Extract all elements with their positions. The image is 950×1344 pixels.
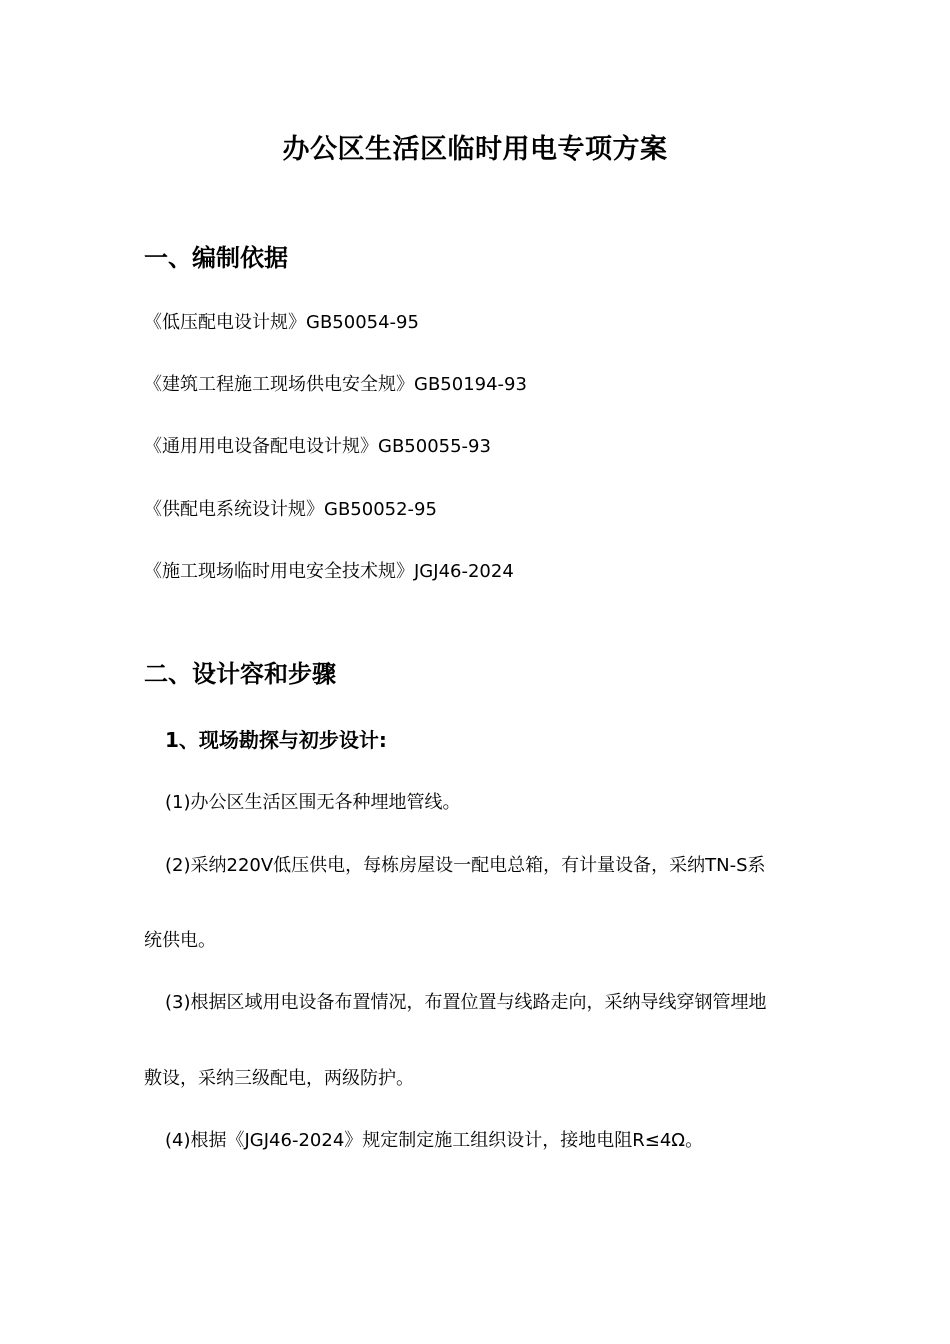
paragraph-line: (3)根据区域用电设备布置情况，布置位置与线路走向，采纳导线穿钢管埋地: [165, 992, 767, 1013]
document-title: 办公区生活区临时用电专项方案: [282, 134, 668, 165]
paragraph-line: 敷设，采纳三级配电，两级防护。: [144, 1068, 414, 1089]
reference-item: 《低压配电设计规》GB50054-95: [144, 312, 419, 333]
paragraph-line: (4)根据《JGJ46-2024》规定制定施工组织设计，接地电阻R≤4Ω。: [165, 1130, 704, 1151]
subsection-heading: 1、现场勘探与初步设计:: [165, 728, 387, 752]
section-heading-design: 二、设计容和步骤: [144, 660, 336, 688]
reference-item: 《供配电系统设计规》GB50052-95: [144, 499, 437, 520]
paragraph-line: 统供电。: [144, 930, 216, 951]
reference-item: 《建筑工程施工现场供电安全规》GB50194-93: [144, 374, 527, 395]
paragraph-line: (2)采纳220V低压供电，每栋房屋设一配电总箱，有计量设备，采纳TN-S系: [165, 855, 766, 876]
reference-item: 《施工现场临时用电安全技术规》JGJ46-2024: [144, 561, 514, 582]
section-heading-basis: 一、编制依据: [144, 244, 288, 272]
reference-item: 《通用用电设备配电设计规》GB50055-93: [144, 436, 491, 457]
paragraph-line: (1)办公区生活区围无各种埋地管线。: [165, 792, 461, 813]
